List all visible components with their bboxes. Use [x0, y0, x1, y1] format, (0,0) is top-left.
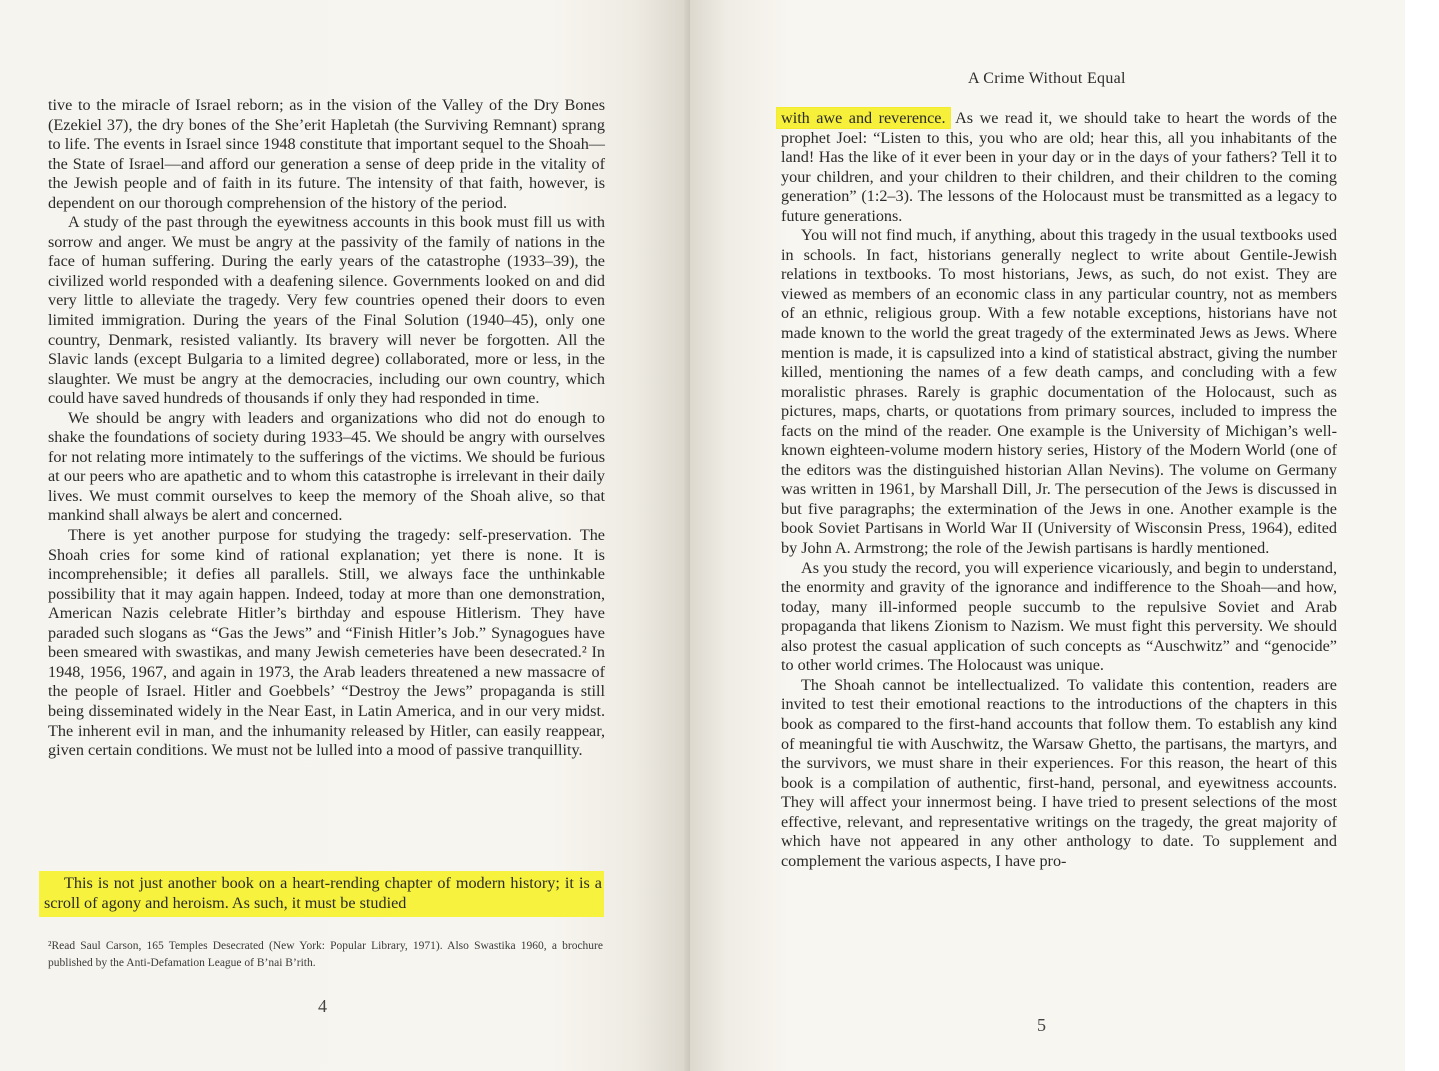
right-paragraph-1	[781, 109, 1337, 226]
left-paragraph-1: tive to the miracle of Israel reborn; as in the vision of the Valley of the Dry Bones (Ezekiel 37), the dry bones of the She’erit Hapletah (the Surviving Remnant) sprang to life. The events in Israel since 1948 constitute that important sequel to the Shoah—the State of Israel—and afford our generation a sense of deep pride in the vitality of the Jewish people and of faith in its future. The intensity of that faith, however, is dependent on our thorough comprehension of the history of the period.	[48, 96, 605, 212]
left-page-body	[48, 96, 605, 761]
left-paragraph-3: We should be angry with leaders and organizations who did not do enough to shake the foundations of society during 1933–45. We should be angry with ourselves for not relating more intimately to the sufferings of the victims. We should be furious at our peers who are apathetic and to whom this catastrophe is irrelevant in their daily lives. We must commit ourselves to keep the memory of the Shoah alive, so that mankind shall always be alert and concerned.	[48, 408, 605, 525]
scan-margin	[1405, 0, 1439, 1071]
left-paragraph-4: There is yet another purpose for studying the tragedy: self-preservation. The Shoah cries for some kind of rational explanation; yet there is none. It is incomprehensible; it defies all parallels. Still, we always face the unthinkable possibility that it may again happen. Indeed, today at more than one demonstration, American Nazis celebrate Hitler’s birthday and espouse Hitlerism. They have paraded such slogans as “Gas the Jews” and “Finish Hitler’s Job.” Synagogues have been smeared with swastikas, and many Jewish cemeteries have been desecrated.² In 1948, 1956, 1967, and again in 1973, the Arab leaders threatened a new massacre of the people of Israel. Hitler and Goebbels’ “Destroy the Jews” propaganda is still being disseminated widely in the Near East, in Latin America, and in our very midst. The inherent evil in man, and the inhumanity released by Hitler, can easily reappear, given certain conditions. We must not be lulled into a mood of passive tranquillity.	[48, 526, 605, 760]
left-paragraph-2: A study of the past through the eyewitness accounts in this book must fill us with sorrow and anger. We must be angry at the passivity of the family of nations in the face of human suffering. During the early years of the catastrophe (1933–39), the civilized world responded with a deafening silence. Governments looked on and did very little to alleviate the tragedy. Very few countries opened their doors to even limited immigration. During the years of the Final Solution (1940–45), only one country, Denmark, resisted valiantly. Its bravery will never be forgotten. All the Slavic lands (except Bulgaria to a limited degree) collaborated, more or less, in the slaughter. We must be angry at the democracies, including our own country, which could have saved hundreds of thousands if only they had responded in time.	[48, 213, 605, 408]
highlighted-paragraph: This is not just another book on a heart-rending chapter of modern history; it is a scroll of agony and heroism. As such, it must be studied	[44, 874, 602, 912]
right-paragraph-4: The Shoah cannot be intellectualized. To validate this contention, readers are invited to test their emotional reactions to the introductions of the chapters in this book as compared to the first-hand accounts that follow them. To establish any kind of meaningful tie with Auschwitz, the Warsaw Ghetto, the partisans, the martyrs, and the survivors, we must share in their experiences. For this reason, the heart of this book is a compilation of authentic, first-hand, personal, and eyewitness accounts. They will affect your innermost being. I have tried to present selections of the most effective, relevant, and representative writings on the tragedy, the great majority of which have not appeared in any other anthology to date. To supplement and complement the various aspects, I have pro-	[781, 675, 1337, 870]
footnote: ²Read Saul Carson, 165 Temples Desecrated (New York: Popular Library, 1971). Also Swastika 1960, a brochure published by the Anti-Defamation League of B’nai B’rith.	[48, 940, 603, 969]
running-head: A Crime Without Equal	[968, 70, 1126, 87]
page-number-right: 5	[1037, 1015, 1046, 1035]
right-paragraph-3: As you study the record, you will experience vicariously, and begin to understand, the enormity and gravity of the ignorance and indifference to the Shoah—and how, today, many ill-informed people succumb to the repulsive Soviet and Arab propaganda that likens Zionism to Nazism. We must fight this perversity. We should also protest the casual application of such concepts as “Auschwitz” and “genocide” to other world crimes. The Holocaust was unique.	[781, 558, 1337, 675]
right-paragraph-2: You will not find much, if anything, about this tragedy in the usual textbooks used in schools. In fact, historians generally neglect to write about Gentile-Jewish relations in textbooks. To most historians, Jews, as such, do not exist. They are viewed as members of an economic class in any particular country, not as members of an ethnic, religious group. With a few notable exceptions, historians have not made known to the world the great tragedy of the exterminated Jews as Jews. Where mention is made, it is capsulized into a kind of statistical abstract, giving the number killed, mentioning the names of a few death camps, and concluding with a few moralistic phrases. Rarely is graphic documentation of the Holocaust, such as pictures, maps, charts, or quotations from primary sources, included to impress the facts on the mind of the reader. One example is the University of Michigan’s well-known eighteen-volume modern history series, History of the Modern World (one of the editors was the distinguished historian Allan Nevins). The volume on Germany was written in 1961, by Marshall Dill, Jr. The persecution of the Jews is discussed in but five paragraphs; the extermination of the Jews in one. Another example is the book Soviet Partisans in World War II (University of Wisconsin Press, 1964), edited by John A. Armstrong; the role of the Jewish partisans is hardly mentioned.	[781, 226, 1337, 558]
left-page	[0, 0, 690, 1071]
right-page-body	[781, 109, 1337, 871]
page-number-left: 4	[318, 996, 327, 1016]
right-paragraph-1-text: As we read it, we should take to heart the words of the prophet Joel: “Listen to this, you who are old; hear this, all you inhabitants of the land! Has the like of it ever been in your day or in the days of your fathers? Tell it to your children, and your children to their children, and their children to the coming generation” (1:2–3). The lessons of the Holocaust must be transmitted as a legacy to future generations.	[781, 109, 1337, 225]
highlighted-phrase: with awe and reverence.	[777, 108, 950, 128]
